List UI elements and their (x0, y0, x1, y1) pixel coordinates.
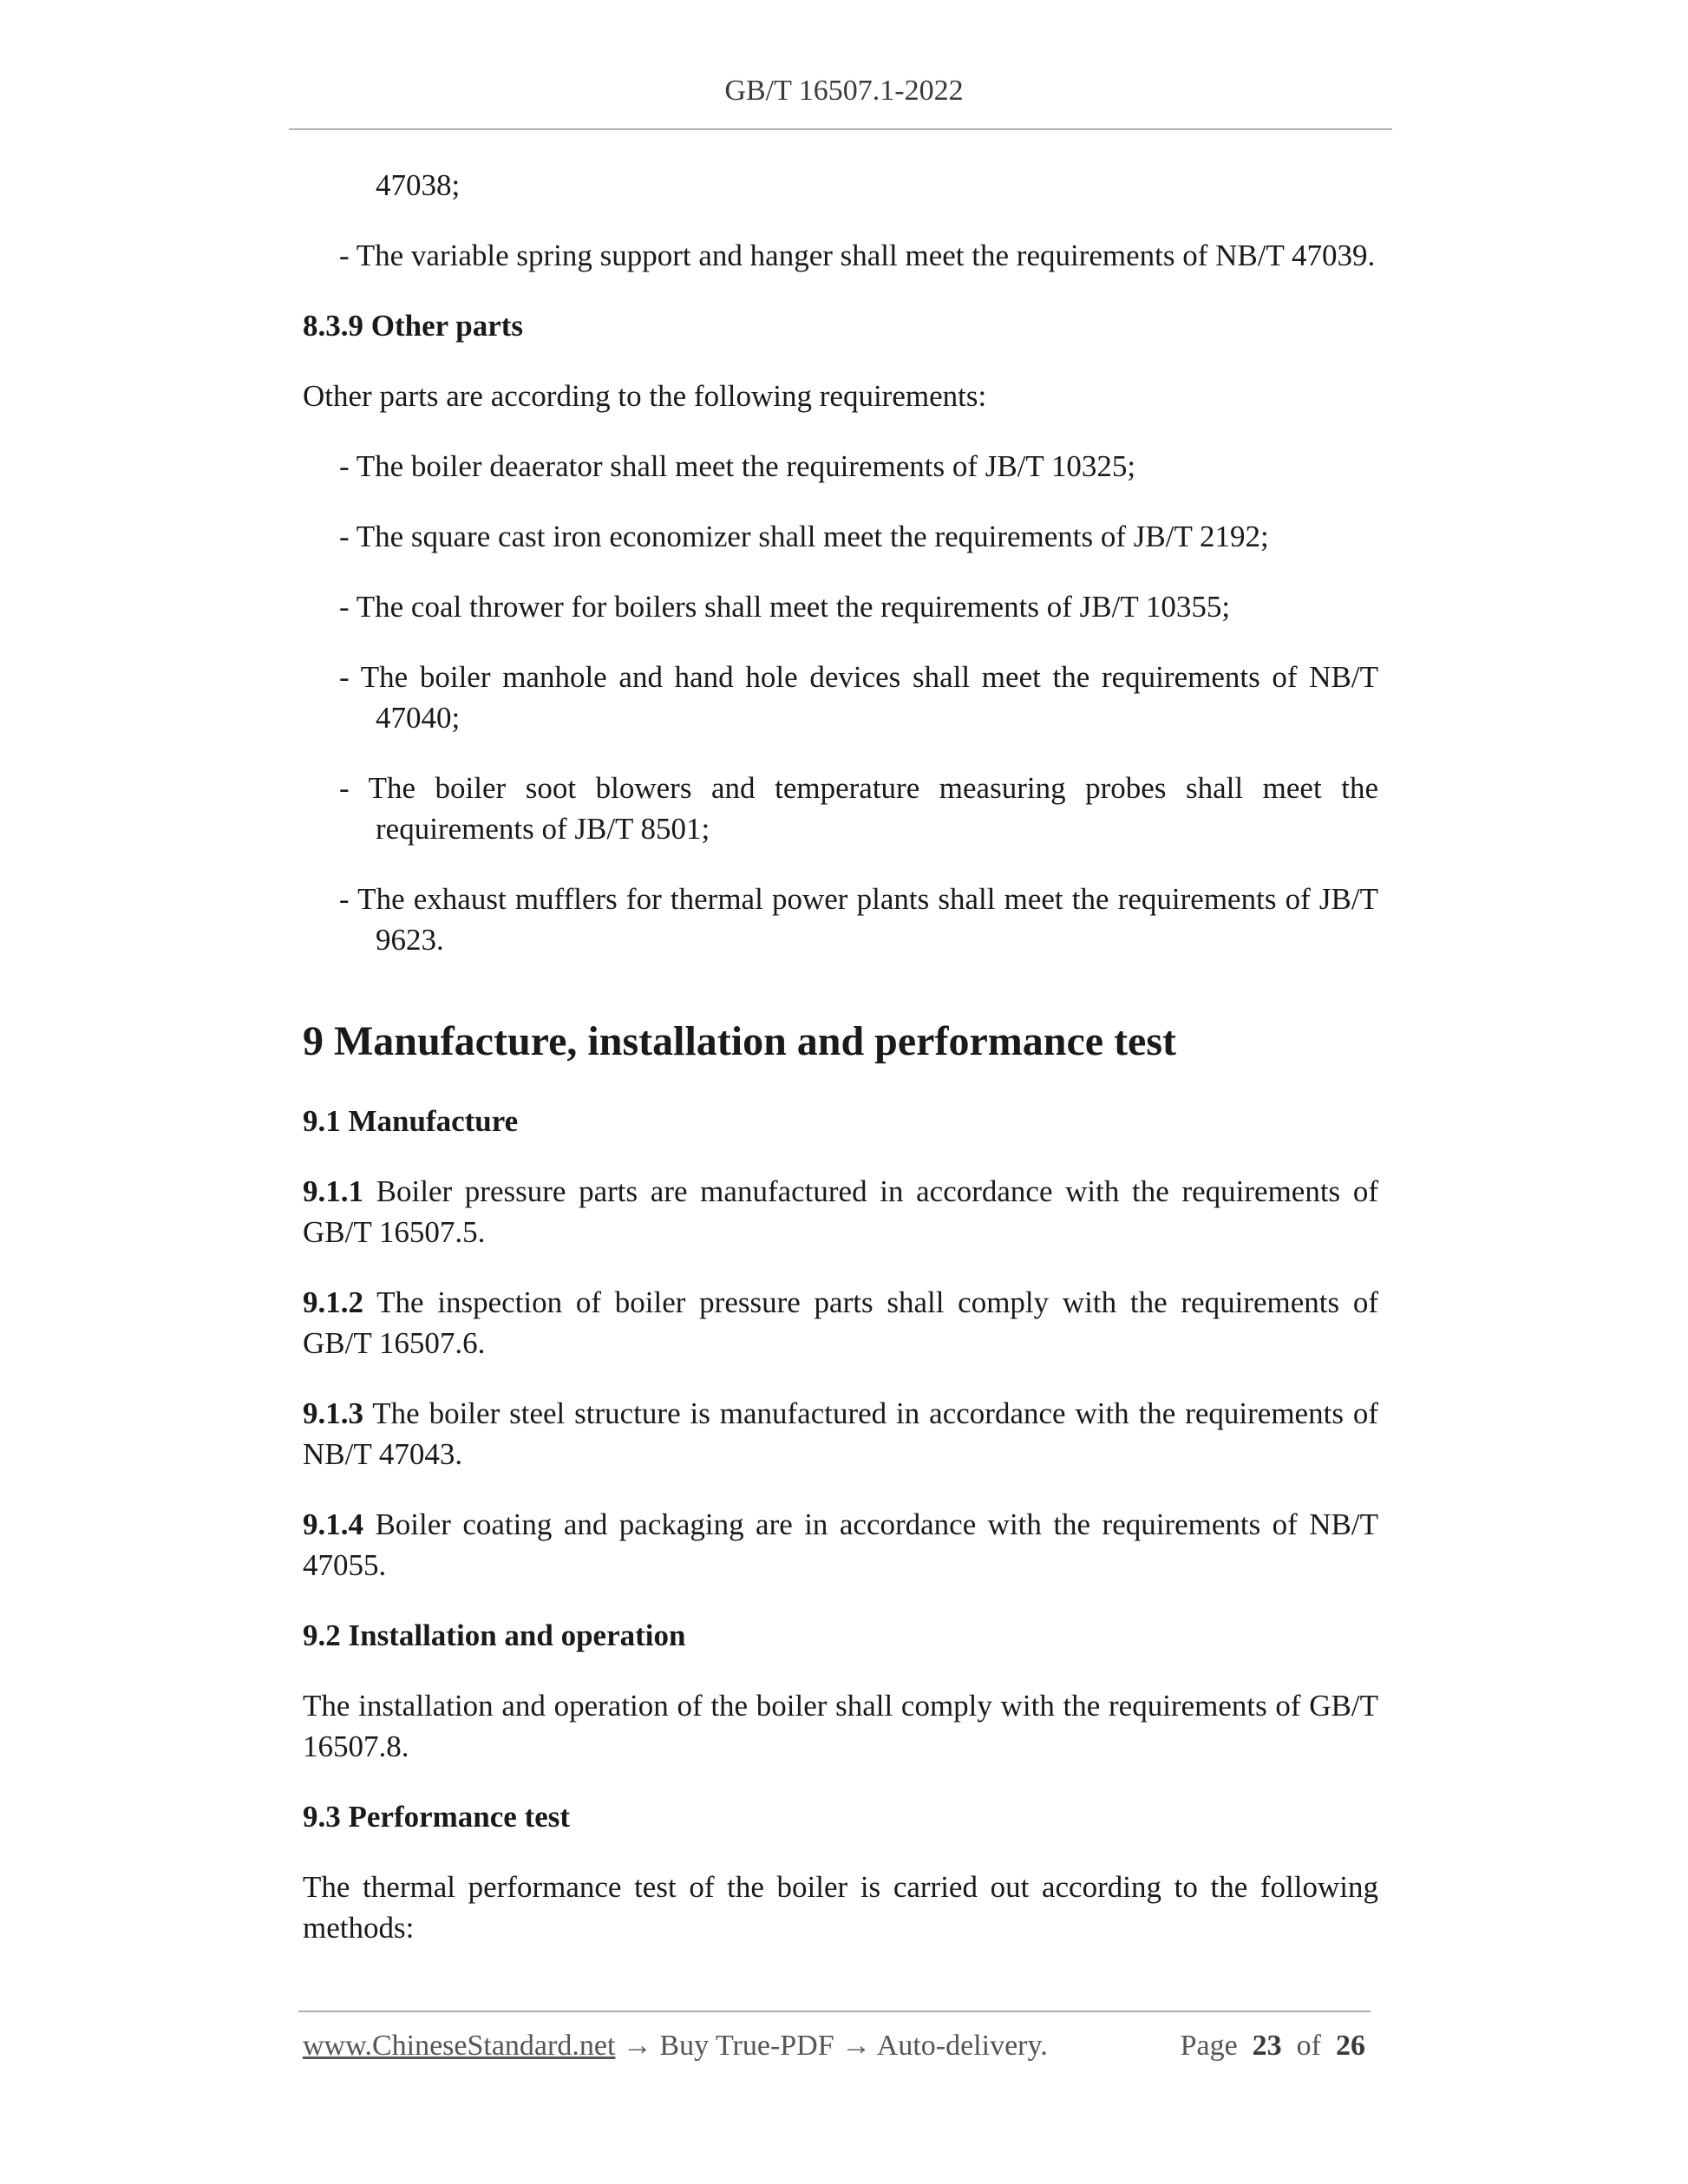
arrow-right-icon: → (615, 2030, 660, 2062)
list-item: - The square cast iron economizer shall meet the requirements of JB/T 2192; (339, 520, 1269, 553)
section-heading-9-3: 9.3 Performance test (303, 1800, 571, 1834)
paragraph: Other parts are according to the following requirements: (303, 379, 987, 413)
list-item: - The boiler manhole and hand hole devices shall meet the requirements of NB/T 47040; (339, 660, 1378, 735)
arrow-right-icon: → (834, 2030, 877, 2062)
clause-text: Boiler coating and packaging are in accordance with the requirements of NB/T 47055. (303, 1507, 1378, 1582)
document-header: GB/T 16507.1-2022 (724, 75, 964, 107)
total-pages: 26 (1336, 2030, 1365, 2062)
clause-number: 9.1.4 (303, 1507, 363, 1541)
clause-text: The boiler steel structure is manufactured in accordance with the requirements of NB/T 47043. (303, 1396, 1378, 1471)
page-content (303, 165, 1378, 1948)
list-item: - The boiler soot blowers and temperature measuring probes shall meet the requirements of JB/T 8501; (339, 771, 1378, 846)
clause-number: 9.1.2 (303, 1285, 363, 1319)
continued-text: 47038; (376, 168, 461, 202)
page-label: Page (1180, 2030, 1238, 2062)
list-item: - The variable spring support and hanger shall meet the requirements of NB/T 47039. (339, 239, 1376, 272)
section-heading-8-3-9: 8.3.9 Other parts (303, 309, 524, 343)
list-item: - The coal thrower for boilers shall meet the requirements of JB/T 10355; (339, 590, 1231, 624)
buy-pdf-link[interactable]: Buy True-PDF (659, 2030, 834, 2062)
footer-links (303, 2030, 1048, 2063)
of-label: of (1296, 2030, 1321, 2062)
paragraph: The installation and operation of the boiler shall comply with the requirements of GB/T 16507.8. (303, 1689, 1378, 1763)
clause-text: The inspection of boiler pressure parts shall comply with the requirements of GB/T 16507.6. (303, 1285, 1378, 1360)
current-page-number: 23 (1252, 2030, 1282, 2062)
list-item: - The exhaust mufflers for thermal power plants shall meet the requirements of JB/T 9623. (339, 882, 1378, 957)
page-indicator (1181, 2030, 1365, 2063)
clause-9-1-1 (303, 1171, 1378, 1252)
clause-text: Boiler pressure parts are manufactured in accordance with the requirements of GB/T 16507.5. (303, 1174, 1378, 1249)
auto-delivery-text: Auto-delivery. (876, 2030, 1048, 2062)
chapter-heading-9: 9 Manufacture, installation and performance test (303, 1018, 1177, 1064)
clause-9-1-4 (303, 1504, 1378, 1586)
paragraph: The thermal performance test of the boiler is carried out according to the following methods: (303, 1870, 1378, 1945)
clause-number: 9.1.3 (303, 1396, 363, 1430)
footer-divider (298, 2011, 1371, 2012)
header-divider (289, 128, 1392, 130)
section-heading-9-1: 9.1 Manufacture (303, 1104, 519, 1138)
section-heading-9-2: 9.2 Installation and operation (303, 1618, 686, 1652)
list-item: - The boiler deaerator shall meet the requirements of JB/T 10325; (339, 449, 1136, 483)
site-link[interactable]: www.ChineseStandard.net (303, 2030, 616, 2062)
clause-9-1-3 (303, 1393, 1378, 1475)
clause-9-1-2 (303, 1282, 1378, 1363)
clause-number: 9.1.1 (303, 1174, 363, 1208)
